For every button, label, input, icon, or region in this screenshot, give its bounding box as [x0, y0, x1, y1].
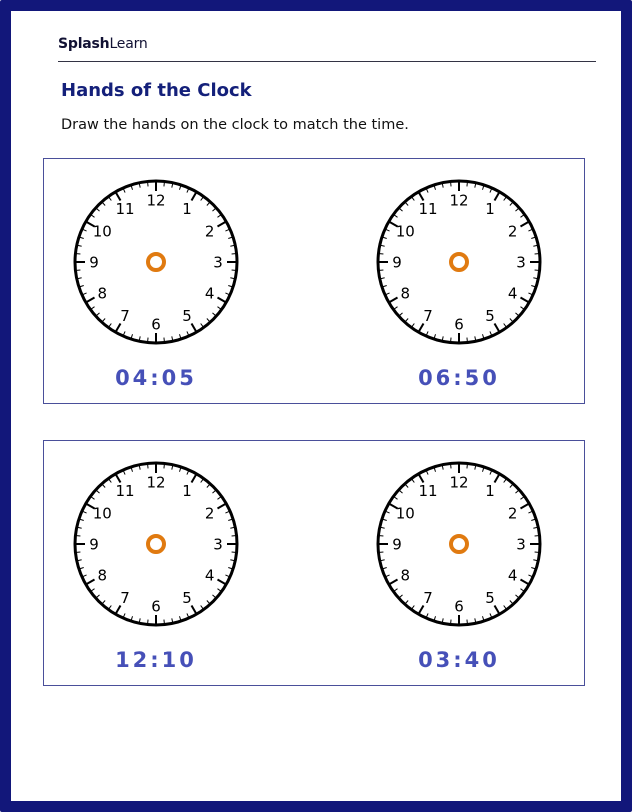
clock-numeral: 5	[485, 589, 495, 608]
clock-center-pivot	[148, 536, 164, 552]
clock-numeral: 3	[213, 535, 223, 554]
clock-numeral: 9	[392, 535, 402, 554]
worksheet-title: Hands of the Clock	[61, 80, 252, 101]
clock-numeral: 4	[204, 284, 215, 303]
clock-numeral: 8	[400, 284, 411, 303]
clock-numeral: 12	[449, 473, 469, 492]
clock-numeral: 1	[485, 481, 495, 500]
clock-numeral: 3	[213, 253, 223, 272]
clock-numeral: 9	[89, 253, 99, 272]
clock-svg	[373, 458, 545, 630]
clock-numeral: 4	[507, 284, 518, 303]
clock-face-2[interactable]	[373, 176, 545, 348]
clock-numeral: 1	[182, 481, 192, 500]
worksheet-instructions: Draw the hands on the clock to match the time.	[61, 117, 409, 133]
clock-numeral: 8	[400, 566, 411, 585]
clock-center-pivot	[451, 536, 467, 552]
brand-name-bold: Splash	[58, 36, 110, 52]
clock-numeral: 3	[516, 253, 526, 272]
clock-numeral: 8	[97, 284, 108, 303]
header-divider	[58, 61, 596, 62]
clock-numeral: 1	[182, 199, 192, 218]
clock-face-1[interactable]	[70, 176, 242, 348]
clock-numeral: 9	[89, 535, 99, 554]
clock-numeral: 6	[454, 597, 464, 616]
clock-numeral: 10	[92, 504, 112, 523]
brand-name-regular: Learn	[109, 36, 148, 52]
time-label-4: 03:40	[418, 648, 500, 672]
clock-numeral: 7	[423, 307, 433, 326]
clock-svg	[70, 458, 242, 630]
clock-numeral: 2	[507, 504, 518, 523]
clock-numeral: 5	[182, 307, 192, 326]
clock-numeral: 3	[516, 535, 526, 554]
clock-numeral: 6	[454, 315, 464, 334]
clock-numeral: 10	[92, 222, 112, 241]
time-label-1: 04:05	[115, 366, 197, 390]
clock-numeral: 6	[151, 315, 161, 334]
clock-numeral: 11	[115, 481, 135, 500]
clock-numeral: 7	[423, 589, 433, 608]
clock-numeral: 4	[204, 566, 215, 585]
clock-center-pivot	[148, 254, 164, 270]
clock-numeral: 11	[115, 199, 135, 218]
clock-numeral: 6	[151, 597, 161, 616]
clock-numeral: 10	[395, 222, 415, 241]
clock-svg	[373, 176, 545, 348]
clock-numeral: 1	[485, 199, 495, 218]
clock-numeral: 8	[97, 566, 108, 585]
clock-face-4[interactable]	[373, 458, 545, 630]
time-label-2: 06:50	[418, 366, 500, 390]
clock-numeral: 11	[418, 481, 438, 500]
clock-numeral: 4	[507, 566, 518, 585]
clock-numeral: 7	[120, 589, 130, 608]
clock-numeral: 11	[418, 199, 438, 218]
clock-numeral: 2	[204, 504, 215, 523]
clock-numeral: 9	[392, 253, 402, 272]
clock-numeral: 12	[146, 191, 166, 210]
clock-numeral: 2	[507, 222, 518, 241]
clock-numeral: 12	[449, 191, 469, 210]
time-label-3: 12:10	[115, 648, 197, 672]
clock-numeral: 2	[204, 222, 215, 241]
clock-numeral: 12	[146, 473, 166, 492]
clock-numeral: 7	[120, 307, 130, 326]
clock-face-3[interactable]	[70, 458, 242, 630]
brand-logo	[58, 36, 148, 52]
clock-numeral: 5	[485, 307, 495, 326]
clock-numeral: 5	[182, 589, 192, 608]
clock-center-pivot	[451, 254, 467, 270]
clock-numeral: 10	[395, 504, 415, 523]
clock-svg	[70, 176, 242, 348]
